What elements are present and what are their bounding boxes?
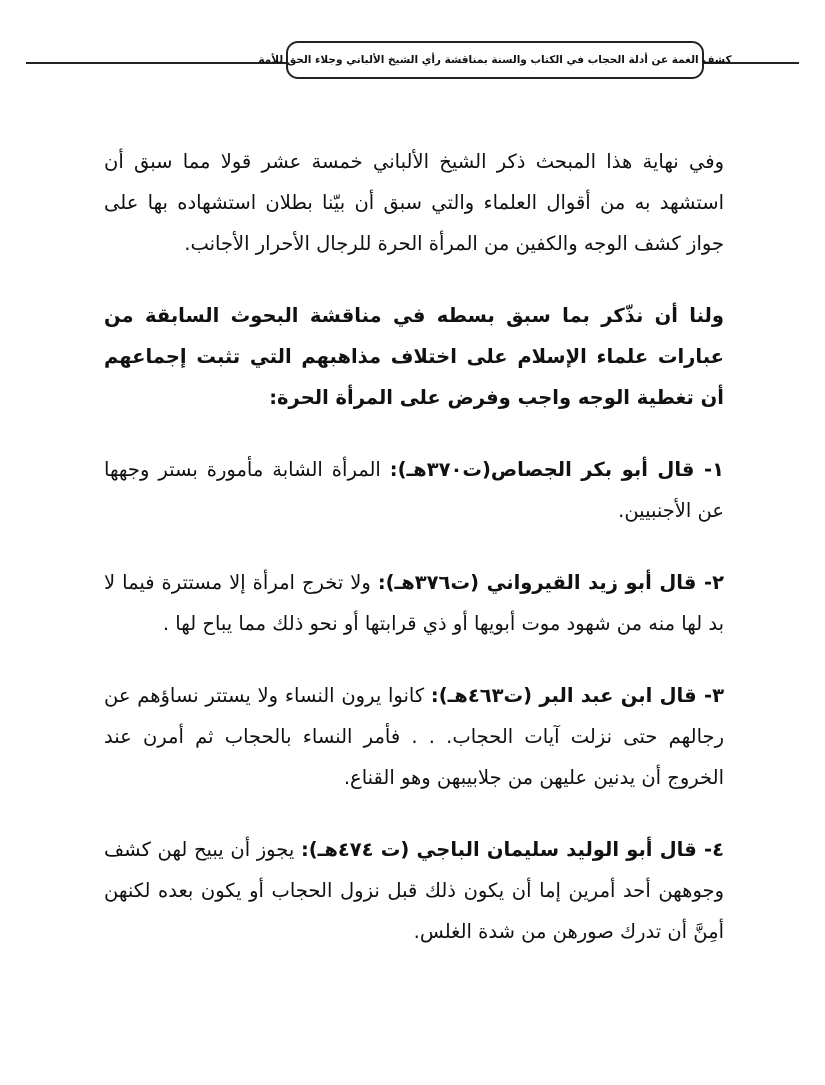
header-title: كشف الغمة عن أدلة الحجاب في الكتاب والسنة بمناقشة رأي الشيخ الألباني وجلاء الحق للأمة	[258, 54, 732, 66]
quote-2-text: ولا تخرج امرأة إلا مستترة فيما لا بد لها منه من شهود موت أبويها أو ذي قرابتها أو نحو ذلك مما يباح لها .	[104, 571, 724, 635]
quote-2	[104, 562, 724, 644]
quote-2-attribution: ٢- قال أبو زيد القيرواني (ت٣٧٦هـ):	[377, 571, 724, 594]
quote-1-attribution: ١- قال أبو بكر الجصاص(ت٣٧٠هـ):	[389, 458, 724, 481]
quote-1-text: المرأة الشابة مأمورة بستر وجهها عن الأجنبيين.	[104, 458, 724, 522]
quote-3-text: كانوا يرون النساء ولا يستتر نساؤهم عن رجالهم حتى نزلت آيات الحجاب. . . فأمر النساء بالحجاب ثم أمرن عند الخروج أن يدنين عليهن من جلابيبهن وهو القناع.	[104, 684, 724, 789]
quote-1	[104, 449, 724, 531]
quote-3-attribution: ٣- قال ابن عبد البر (ت٤٦٣هـ):	[430, 684, 724, 707]
quote-4-text: يجوز أن يبيح لهن كشف وجوههن أحد أمرين إما أن يكون ذلك قبل نزول الحجاب أو يكون بعده لكنهن أمِنَّ أن تدرك صورهن من شدة الغلس.	[104, 838, 724, 943]
quote-3	[104, 675, 724, 798]
quote-4-attribution: ٤- قال أبو الوليد سليمان الباجي (ت ٤٧٤هـ):	[300, 838, 724, 861]
page-body	[104, 141, 724, 952]
quote-4	[104, 829, 724, 952]
running-header	[258, 41, 732, 79]
paragraph-reminder: ولنا أن نذّكر بما سبق بسطه في مناقشة البحوث السابقة من عبارات علماء الإسلام على اختلاف مذاهبهم التي تثبت إجماعهم أن تغطية الوجه واجب وفرض على المرأة الحرة:	[104, 304, 724, 409]
paragraph-intro: وفي نهاية هذا المبحث ذكر الشيخ الألباني خمسة عشر قولا مما سبق أن استشهد به من أقوال العلماء والتي سبق أن بيّنا بطلان استشهاده بها على جواز كشف الوجه والكفين من المرأة الحرة للرجال الأحرار الأجانب.	[104, 150, 724, 255]
